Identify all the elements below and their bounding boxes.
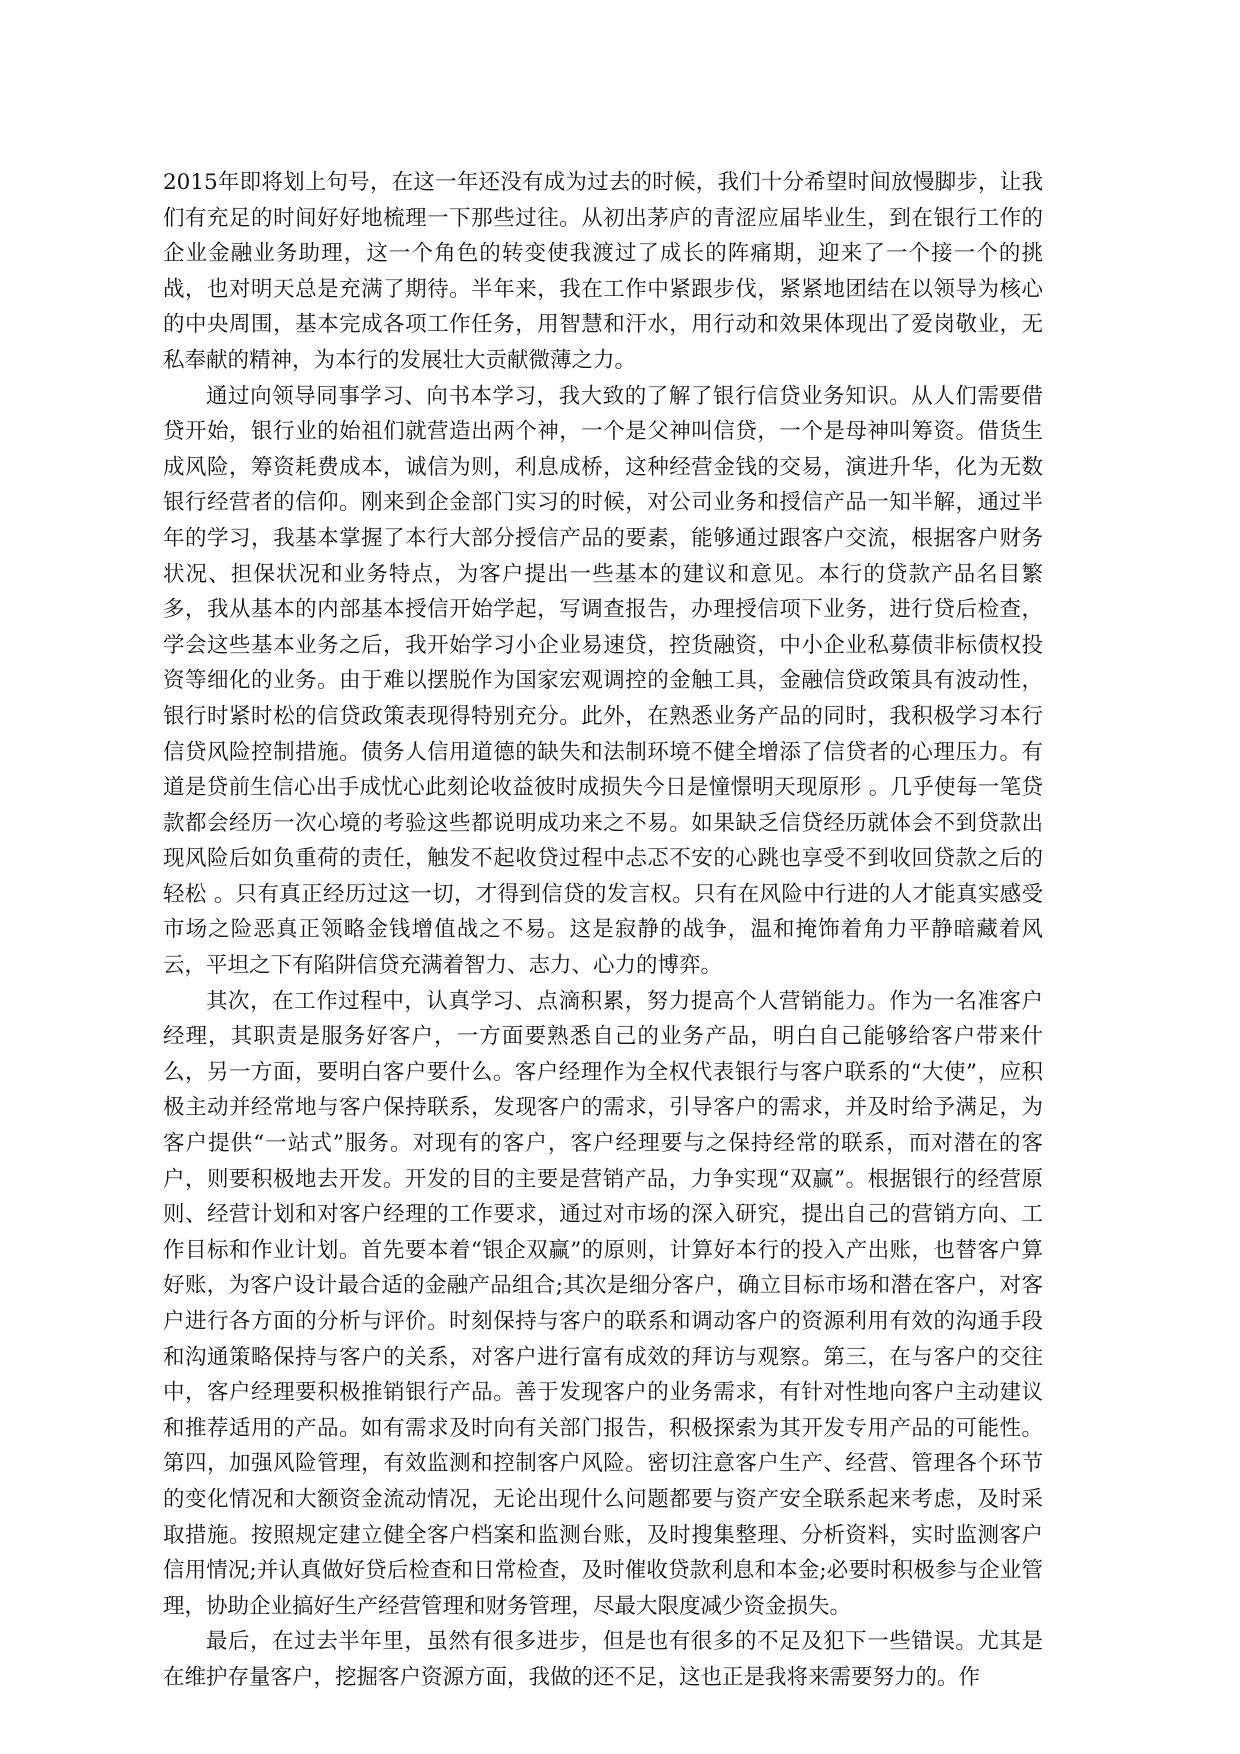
paragraph-credit-learning: 通过向领导同事学习、向书本学习，我大致的了解了银行信贷业务知识。从人们需要借贷开始，银行业的始祖们就营造出两个神，一个是父神叫信贷，一个是母神叫筹资。借货生成风险，筹资耗费成本，诚信为则，利息成桥，这种经营金钱的交易，演进升华，化为无数银行经营者的信仰。刚来到企金部门实习的时候，对公司业务和授信产品一知半解，通过半年的学习，我基本掌握了本行大部分授信产品的要素，能够通过跟客户交流，根据客户财务状况、担保状况和业务特点，为客户提出一些基本的建议和意见。本行的贷款产品名目繁多，我从基本的内部基本授信开始学起，写调查报告，办理授信项下业务，进行贷后检查，学会这些基本业务之后，我开始学习小企业易速贷，控货融资，中小企业私募债非标债权投资等细化的业务。由于难以摆脱作为国家宏观调控的金触工具，金融信贷政策具有波动性，银行时紧时松的信贷政策表现得特别充分。此外，在熟悉业务产品的同时，我积极学习本行信贷风险控制措施。债务人信用道德的缺失和法制环境不健全增添了信贷者的心理压力。有道是贷前生信心出手成忧心此刻论收益彼时成损失今日是憧憬明天现原形 。几乎使每一笔贷款都会经历一次心境的考验这些都说明成功来之不易。如果缺乏信贷经历就体会不到贷款出现风险后如负重荷的责任，触发不起收贷过程中忐忑不安的心跳也享受不到收回贷款之后的轻松 。只有真正经历过这一切，才得到信贷的发言权。只有在风险中行进的人才能真实感受市场之险恶真正领略金钱增值战之不易。这是寂静的战争，温和掩饰着角力平静暗藏着风云，平坦之下有陷阱信贷充满着智力、志力、心力的博弈。 xyxy=(163,383,1043,979)
paragraph-marketing-ability: 其次，在工作过程中，认真学习、点滴积累，努力提高个人营销能力。作为一名准客户经理，其职责是服务好客户，一方面要熟悉自己的业务产品，明白自己能够给客户带来什么，另一方面，要明白客户要什么。客户经理作为全权代表银行与客户联系的“大使”，应积极主动并经常地与客户保持联系，发现客户的需求，引导客户的需求，并及时给予满足，为客户提供“一站式”服务。对现有的客户，客户经理要与之保持经常的联系，而对潜在的客户，则要积极地去开发。开发的目的主要是营销产品，力争实现“双赢”。根据银行的经营原则、经营计划和对客户经理的工作要求，通过对市场的深入研究，提出自己的营销方向、工作目标和作业计划。首先要本着“银企双赢”的原则，计算好本行的投入产出账，也替客户算好账，为客户设计最合适的金融产品组合;其次是细分客户，确立目标市场和潜在客户，对客户进行各方面的分析与评价。时刻保持与客户的联系和调动客户的资源利用有效的沟通手段和沟通策略保持与客户的关系，对客户进行富有成效的拜访与观察。第三，在与客户的交往中，客户经理要积极推销银行产品。善于发现客户的业务需求，有针对性地向客户主动建议和推荐适用的产品。如有需求及时向有关部门报告，积极探索为其开发专用产品的可能性。第四，加强风险管理，有效监测和控制客户风险。密切注意客户生产、经营、管理各个环节的变化情况和大额资金流动情况，无论出现什么问题都要与资产安全联系起来考虑，及时采取措施。按照规定建立健全客户档案和监测台账，及时搜集整理、分析资料，实时监测客户信用情况;并认真做好贷后检查和日常检查，及时催收贷款利息和本金;必要时积极参与企业管理，协助企业搞好生产经营管理和财务管理，尽最大限度减少资金损失。 xyxy=(163,988,1043,1619)
body-text xyxy=(163,165,1043,1696)
paragraph-intro: 2015年即将划上句号，在这一年还没有成为过去的时候，我们十分希望时间放慢脚步，让我们有充足的时间好好地梳理一下那些过往。从初出茅庐的青涩应届毕业生，到在银行工作的企业金融业务助理，这一个角色的转变使我渡过了成长的阵痛期，迎来了一个接一个的挑战，也对明天总是充满了期待。半年来，我在工作中紧跟步伐，紧紧地团结在以领导为核心的中央周围，基本完成各项工作任务，用智慧和汗水，用行动和效果体现出了爱岗敬业，无私奉献的精神，为本行的发展壮大贡献微薄之力。 xyxy=(163,170,1043,373)
paragraph-shortcomings: 最后，在过去半年里，虽然有很多进步，但是也有很多的不足及犯下一些错误。尤其是在维护存量客户，挖掘客户资源方面，我做的还不足，这也正是我将来需要努力的。作 xyxy=(163,1629,1043,1690)
